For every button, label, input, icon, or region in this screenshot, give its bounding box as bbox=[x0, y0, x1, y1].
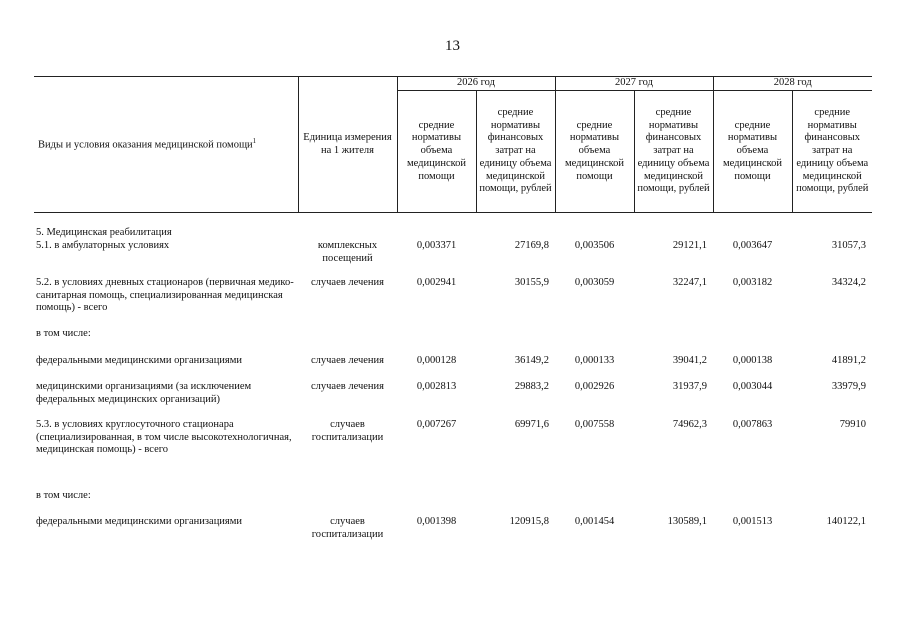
row-name: 5.1. в амбулаторных условиях bbox=[36, 239, 170, 251]
row-volume-value: 0,001454 bbox=[574, 515, 615, 527]
header-unit: Единица измерения на 1 жителя bbox=[298, 77, 397, 213]
row-volume-value: 0,007863 bbox=[732, 418, 773, 430]
row-cost-value: 30155,9 bbox=[514, 276, 549, 288]
row-cost-value: 29121,1 bbox=[672, 239, 707, 251]
header-year-2027: 2027 год bbox=[555, 77, 713, 91]
row-unit: случаев госпитализации bbox=[311, 515, 384, 540]
row-unit: случаев лечения bbox=[311, 354, 384, 366]
row-cost-value bbox=[634, 213, 713, 240]
row-name: федеральными медицинскими организациями bbox=[36, 354, 243, 366]
table-row bbox=[34, 419, 872, 490]
row-volume-value bbox=[397, 490, 476, 516]
row-cost-value bbox=[634, 490, 713, 516]
row-cost-value: 36149,2 bbox=[514, 354, 549, 366]
header-volume-2028: средние нормативы объема медицинской помощи bbox=[713, 91, 792, 213]
row-cost-value: 79910 bbox=[839, 418, 866, 430]
row-unit: случаев госпитализации bbox=[311, 418, 384, 443]
row-volume-value: 0,003647 bbox=[732, 239, 773, 251]
row-volume-value: 0,003371 bbox=[416, 239, 457, 251]
row-volume-value: 0,007558 bbox=[574, 418, 615, 430]
row-name: 5.3. в условиях круглосуточного стационара (специализированная, в том числе высокотехнологичная, медицинская помощь) - всего bbox=[36, 418, 292, 456]
row-unit bbox=[298, 490, 397, 516]
header-cost-2028: средние нормативы финансовых затрат на единицу объема медицинской помощи, рублей bbox=[792, 91, 872, 213]
row-cost-value bbox=[792, 490, 872, 516]
page-number: 13 bbox=[445, 38, 460, 54]
row-cost-value: 31057,3 bbox=[831, 239, 866, 251]
header-row-years bbox=[34, 77, 872, 91]
row-unit: комплексных посещений bbox=[317, 239, 378, 264]
row-volume-value bbox=[713, 490, 792, 516]
row-volume-value: 0,003044 bbox=[732, 380, 773, 392]
row-volume-value: 0,003182 bbox=[732, 276, 773, 288]
row-name: в том числе: bbox=[36, 489, 91, 501]
table-body bbox=[34, 213, 872, 550]
table-row bbox=[34, 277, 872, 328]
row-cost-value bbox=[792, 328, 872, 355]
row-volume-value: 0,007267 bbox=[416, 418, 457, 430]
norms-table bbox=[34, 76, 872, 550]
table-row bbox=[34, 328, 872, 355]
row-cost-value: 69971,6 bbox=[514, 418, 549, 430]
row-cost-value: 32247,1 bbox=[672, 276, 707, 288]
row-volume-value bbox=[555, 328, 634, 355]
row-name: 5.2. в условиях дневных стационаров (первичная медико-санитарная помощь, специализированная медицинская помощь) - всего bbox=[36, 276, 294, 314]
row-unit bbox=[298, 213, 397, 240]
header-volume-2026: средние нормативы объема медицинской помощи bbox=[397, 91, 476, 213]
table-row bbox=[34, 490, 872, 516]
row-cost-value: 74962,3 bbox=[672, 418, 707, 430]
row-name: федеральными медицинскими организациями bbox=[36, 515, 243, 527]
row-unit: случаев лечения bbox=[311, 276, 384, 288]
table-row bbox=[34, 516, 872, 550]
row-volume-value bbox=[397, 213, 476, 240]
header-year-2028: 2028 год bbox=[713, 77, 872, 91]
row-name: в том числе: bbox=[36, 327, 91, 339]
header-type-of-care bbox=[34, 77, 298, 213]
row-cost-value bbox=[792, 213, 872, 240]
row-cost-value: 130589,1 bbox=[667, 515, 707, 527]
row-cost-value bbox=[634, 328, 713, 355]
row-volume-value bbox=[555, 213, 634, 240]
row-cost-value: 34324,2 bbox=[831, 276, 866, 288]
row-cost-value: 140122,1 bbox=[826, 515, 866, 527]
row-name: медицинскими организациями (за исключением федеральных медицинских организаций) bbox=[36, 380, 252, 405]
row-volume-value: 0,003506 bbox=[574, 239, 615, 251]
row-volume-value bbox=[713, 213, 792, 240]
row-volume-value: 0,000128 bbox=[416, 354, 457, 366]
row-cost-value bbox=[476, 328, 555, 355]
row-name: 5. Медицинская реабилитация bbox=[36, 227, 172, 238]
row-cost-value bbox=[476, 213, 555, 240]
row-cost-value: 120915,8 bbox=[509, 515, 549, 527]
row-cost-value bbox=[476, 490, 555, 516]
row-volume-value: 0,000133 bbox=[574, 354, 615, 366]
row-cost-value: 27169,8 bbox=[514, 239, 549, 251]
row-volume-value bbox=[713, 328, 792, 355]
row-volume-value bbox=[555, 490, 634, 516]
row-cost-value: 39041,2 bbox=[672, 354, 707, 366]
table-row bbox=[34, 381, 872, 419]
header-cost-2027: средние нормативы финансовых затрат на единицу объема медицинской помощи, рублей bbox=[634, 91, 713, 213]
row-volume-value: 0,003059 bbox=[574, 276, 615, 288]
row-cost-value: 29883,2 bbox=[514, 380, 549, 392]
table-row bbox=[34, 213, 872, 240]
row-volume-value: 0,000138 bbox=[732, 354, 773, 366]
row-volume-value: 0,001513 bbox=[732, 515, 773, 527]
row-volume-value: 0,001398 bbox=[416, 515, 457, 527]
header-year-2026: 2026 год bbox=[397, 77, 555, 91]
footnote-marker: 1 bbox=[252, 136, 257, 145]
table-row bbox=[34, 240, 872, 277]
row-cost-value: 33979,9 bbox=[831, 380, 866, 392]
header-volume-2027: средние нормативы объема медицинской помощи bbox=[555, 91, 634, 213]
row-volume-value: 0,002941 bbox=[416, 276, 457, 288]
header-type-label: Виды и условия оказания медицинской помощи bbox=[38, 139, 253, 151]
row-cost-value: 31937,9 bbox=[672, 380, 707, 392]
row-unit: случаев лечения bbox=[311, 380, 384, 392]
row-volume-value: 0,002926 bbox=[574, 380, 615, 392]
row-volume-value bbox=[397, 328, 476, 355]
header-cost-2026: средние нормативы финансовых затрат на единицу объема медицинской помощи, рублей bbox=[476, 91, 555, 213]
row-volume-value: 0,002813 bbox=[416, 380, 457, 392]
row-cost-value: 41891,2 bbox=[831, 354, 866, 366]
table-row bbox=[34, 355, 872, 381]
row-unit bbox=[298, 328, 397, 355]
